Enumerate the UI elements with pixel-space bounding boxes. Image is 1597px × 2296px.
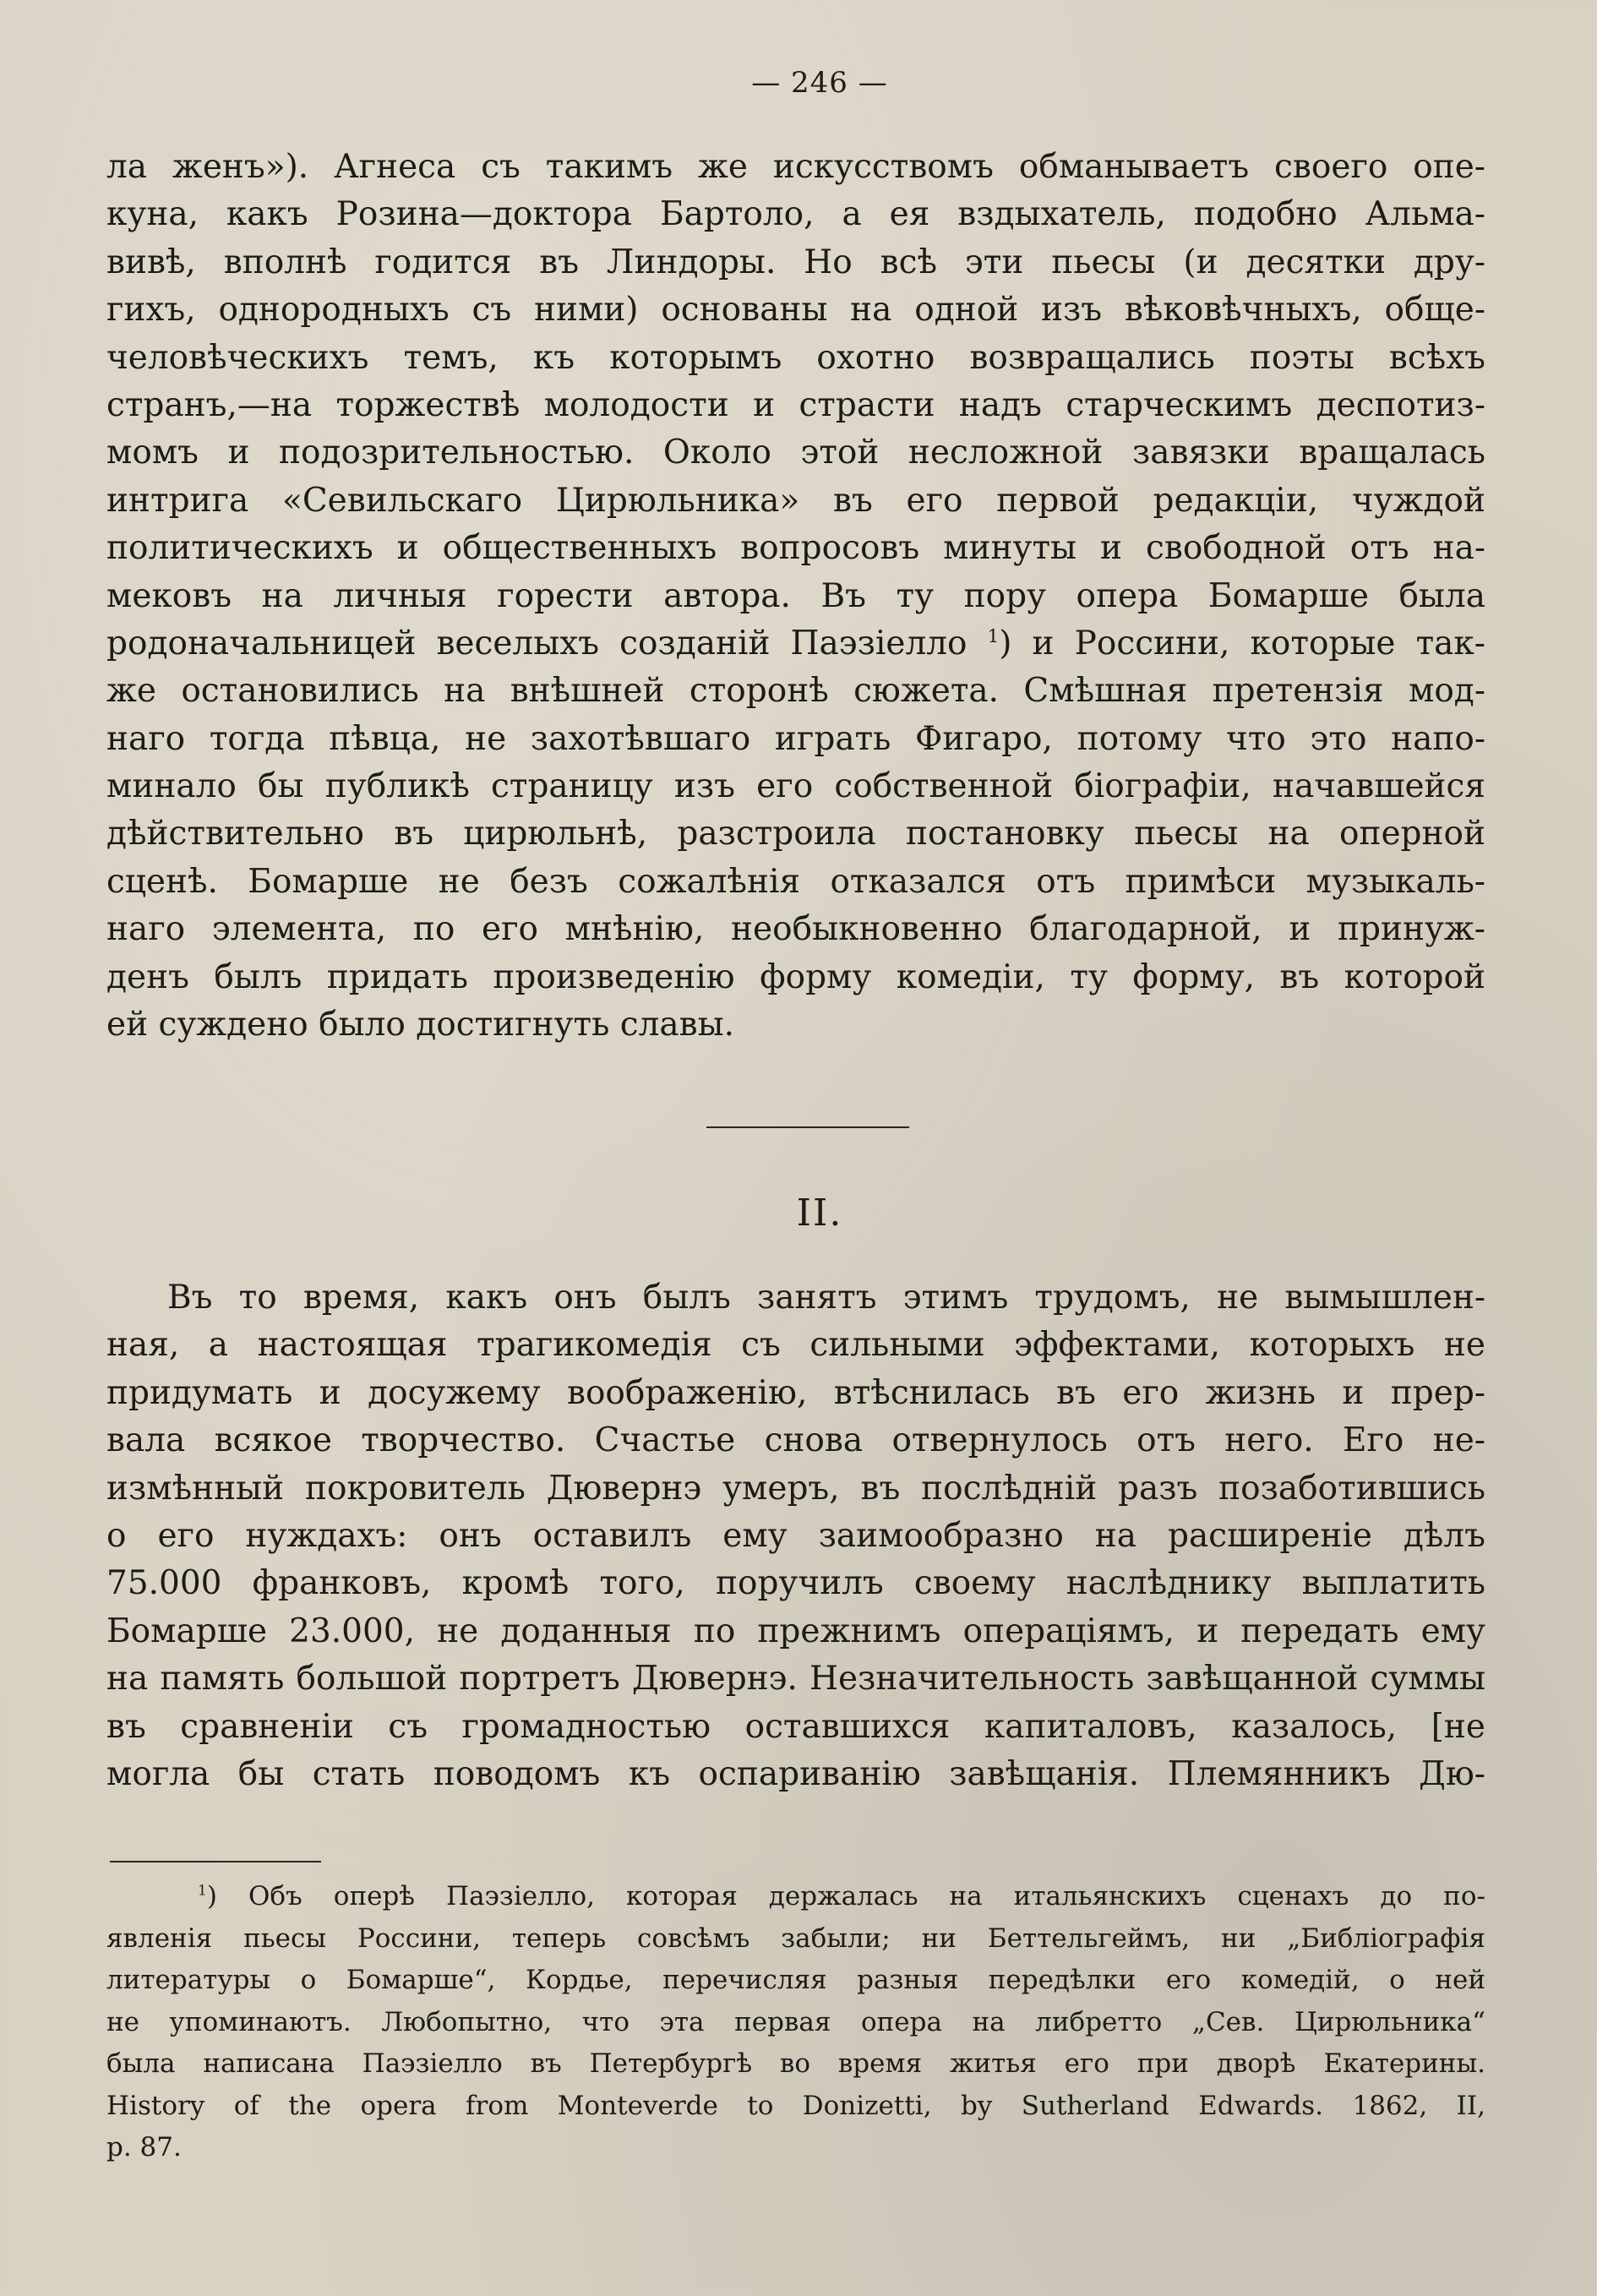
- text-line: придумать и досужему воображенію, втѣснилась въ его жизнь и прер-: [106, 1373, 1485, 1412]
- text-line-with-footnote-ref: [106, 620, 1485, 668]
- footnote-line: [106, 1876, 1485, 1918]
- footnote-block: [106, 1876, 1485, 2169]
- text-line: наго элемента, по его мнѣнію, необыкновенно благодарной, и принуж-: [106, 910, 1485, 949]
- text-line: дѣйствительно въ цирюльнѣ, разстроила постановку пьесы на оперной: [106, 815, 1485, 854]
- text-line: наго тогда пѣвца, не захотѣвшаго играть Фигаро, потому что это напо-: [106, 719, 1485, 758]
- text-fragment: ) Объ оперѣ Паэзіелло, которая держалась на итальянскихъ сценахъ до по-: [206, 1881, 1485, 1912]
- text-fragment: ) и Россини, которые так-: [999, 624, 1485, 663]
- text-line: куна, какъ Розина—доктора Бартоло, а ея вздыхатель, подобно Альма-: [106, 195, 1485, 234]
- footnote-line: History of the opera from Monteverde to Donizetti, by Sutherland Edwards. 1862, II,: [106, 2090, 1485, 2121]
- text-line: политическихъ и общественныхъ вопросовъ минуты и свободной отъ на-: [106, 529, 1485, 568]
- text-line: въ сравненіи съ громадностью оставшихся капиталовъ, казалось, [не: [106, 1707, 1485, 1746]
- text-line: могла бы стать поводомъ къ оспариванію завѣщанія. Племянникъ Дю-: [106, 1754, 1485, 1793]
- footnote-line: не упоминаютъ. Любопытно, что эта первая опера на либретто „Сев. Цирюльника“: [106, 2006, 1485, 2037]
- text-line: о его нуждахъ: онъ оставилъ ему заимообразно на расширеніе дѣлъ: [106, 1516, 1485, 1555]
- text-line: денъ былъ придать произведенію форму комедіи, ту форму, въ которой: [106, 957, 1485, 996]
- footnote-line: p. 87.: [106, 2132, 182, 2162]
- page-number: — 246 —: [751, 66, 888, 100]
- text-line: минало бы публикѣ страницу изъ его собственной біографіи, начавшейся: [106, 767, 1485, 806]
- text-fragment: родоначальницей веселыхъ созданій Паэзіелло: [106, 624, 967, 663]
- text-line: человѣческихъ темъ, къ которымъ охотно возвращались поэты всѣхъ: [106, 338, 1485, 377]
- text-line: сценѣ. Бомарше не безъ сожалѣнія отказался отъ примѣси музыкаль-: [106, 862, 1485, 901]
- text-line: ей суждено было достигнуть славы.: [106, 1006, 735, 1044]
- footnote-line: явленія пьесы Россини, теперь совсѣмъ забыли; ни Беттельгеймъ, ни „Библіографія: [106, 1922, 1485, 1954]
- text-line: странъ,—на торжествѣ молодости и страсти надъ старческимъ деспотиз-: [106, 385, 1485, 424]
- footnote-reference[interactable]: 1: [987, 625, 1000, 647]
- text-line: 75.000 франковъ, кромѣ того, поручилъ своему наслѣднику выплатить: [106, 1564, 1485, 1603]
- footnote-divider: [110, 1861, 321, 1862]
- paragraph-continuation: [106, 144, 1485, 1049]
- text-line: Бомарше 23.000, не доданныя по прежнимъ операціямъ, и передать ему: [106, 1612, 1485, 1650]
- text-line: на память большой портретъ Дювернэ. Незначительность завѣщанной суммы: [106, 1660, 1485, 1699]
- section-divider: [706, 1126, 909, 1128]
- footnote-line: была написана Паэзіелло въ Петербургѣ во время житья его при дворѣ Екатерины.: [106, 2048, 1485, 2079]
- footnote-line: литературы о Бомарше“, Кордье, перечисляя разныя передѣлки его комедій, о ней: [106, 1965, 1485, 1995]
- text-line: интрига «Севильскаго Цирюльника» въ его первой редакціи, чуждой: [106, 481, 1485, 520]
- text-line: вивѣ, вполнѣ годится въ Линдоры. Но всѣ эти пьесы (и десятки дру-: [106, 243, 1485, 281]
- footnote-marker: 1: [198, 1882, 207, 1900]
- text-line: Въ то время, какъ онъ былъ занятъ этимъ трудомъ, не вымышлен-: [167, 1279, 1485, 1317]
- section-heading: II.: [796, 1192, 843, 1235]
- text-line: измѣнный покровитель Дювернэ умеръ, въ послѣдній разъ позаботившись: [106, 1469, 1485, 1508]
- text-line: гихъ, однородныхъ съ ними) основаны на одной изъ вѣковѣчныхъ, обще-: [106, 291, 1485, 330]
- text-line: же остановились на внѣшней сторонѣ сюжета. Смѣшная претензія мод-: [106, 672, 1485, 711]
- text-line: ная, а настоящая трагикомедія съ сильными эффектами, которыхъ не: [106, 1326, 1485, 1365]
- text-line: ла женъ»). Агнеса съ такимъ же искусствомъ обманываетъ своего опе-: [106, 148, 1485, 186]
- text-line: момъ и подозрительностью. Около этой несложной завязки вращалась: [106, 434, 1485, 472]
- text-line: мековъ на личныя горести автора. Въ ту пору опера Бомарше была: [106, 576, 1485, 615]
- paragraph-main: [106, 1274, 1485, 1798]
- text-line: вала всякое творчество. Счастье снова отвернулось отъ него. Его не-: [106, 1421, 1485, 1460]
